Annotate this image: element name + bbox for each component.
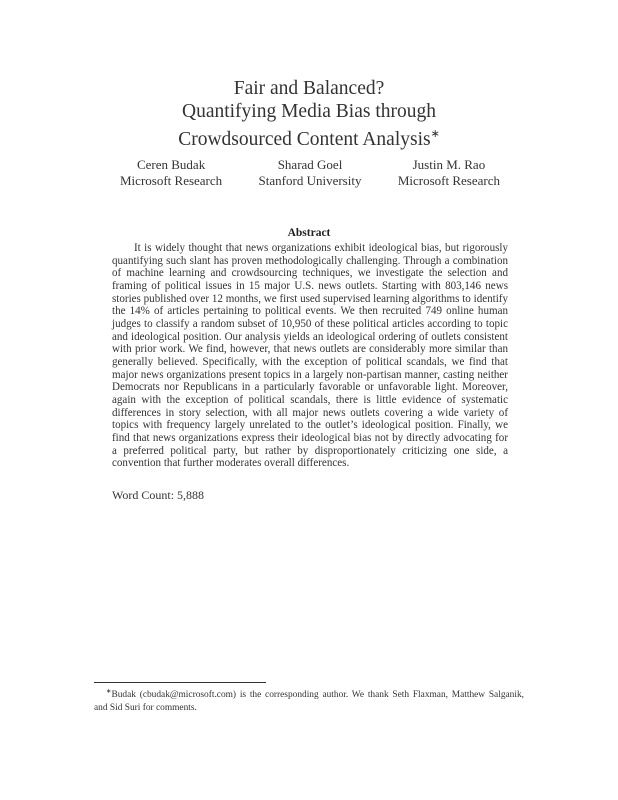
author-block [398, 157, 500, 188]
footnote-divider [94, 682, 266, 683]
abstract-heading: Abstract [287, 227, 331, 239]
author-affiliation: Stanford University [258, 172, 362, 188]
author-name: Justin M. Rao [412, 157, 486, 172]
footnote-text: Budak (cbudak@microsoft.com) is the corresponding author. We thank Seth Flaxman, Matthew Salganik, and Sid Suri for comments. [94, 690, 524, 713]
title-line-3 [0, 123, 618, 152]
title-line-3-text: Crowdsourced Content Analysis [178, 129, 431, 150]
paper-title [0, 78, 618, 152]
author-name: Sharad Goel [277, 157, 343, 172]
footnote [94, 686, 524, 714]
abstract-text: It is widely thought that news organizations exhibit ideological bias, but rigorously quantifying such slant has proven methodologically challenging. Through a combination of machine learning and crowdsourcing techniques, we investigate the selection and framing of political issues in 15 major U.S. news outlets. Starting with 803,146 news stories published over 12 months, we first used supervised learning algorithms to identify the 14% of articles pertaining to political events. We then recruited 749 online human judges to classify a random subset of 10,950 of these political articles according to topic and ideological position. Our analysis yields an ideological ordering of outlets consistent with prior work. We find, however, that news outlets are considerably more similar than generally believed. Specifically, with the exception of political scandals, we find that major news organizations present topics in a largely non-partisan manner, casting neither Democrats nor Republicans in a particularly favorable or unfavorable light. Moreover, again with the exception of political scandals, there is little evidence of systematic differences in story selection, with all major news outlets covering a wide variety of topics with frequency largely unrelated to the outlet’s ideological position. Finally, we find that news organizations express their ideological bias not by directly advocating for a preferred political party, but rather by disproportionately criticizing one side, a convention that further moderates overall differences. [112, 242, 508, 470]
author-block [259, 157, 362, 188]
author-affiliation: Microsoft Research [120, 172, 223, 188]
footnote-mark: ∗ [106, 688, 112, 695]
author-list [120, 157, 500, 188]
title-line-1: Fair and Balanced? [233, 78, 385, 99]
author-block [120, 157, 222, 188]
author-affiliation: Microsoft Research [397, 172, 500, 188]
title-line-2: Quantifying Media Bias through [181, 100, 436, 122]
title-footnote-mark: ∗ [430, 128, 440, 140]
word-count: Word Count: 5,888 [112, 488, 205, 502]
author-name: Ceren Budak [136, 157, 206, 172]
